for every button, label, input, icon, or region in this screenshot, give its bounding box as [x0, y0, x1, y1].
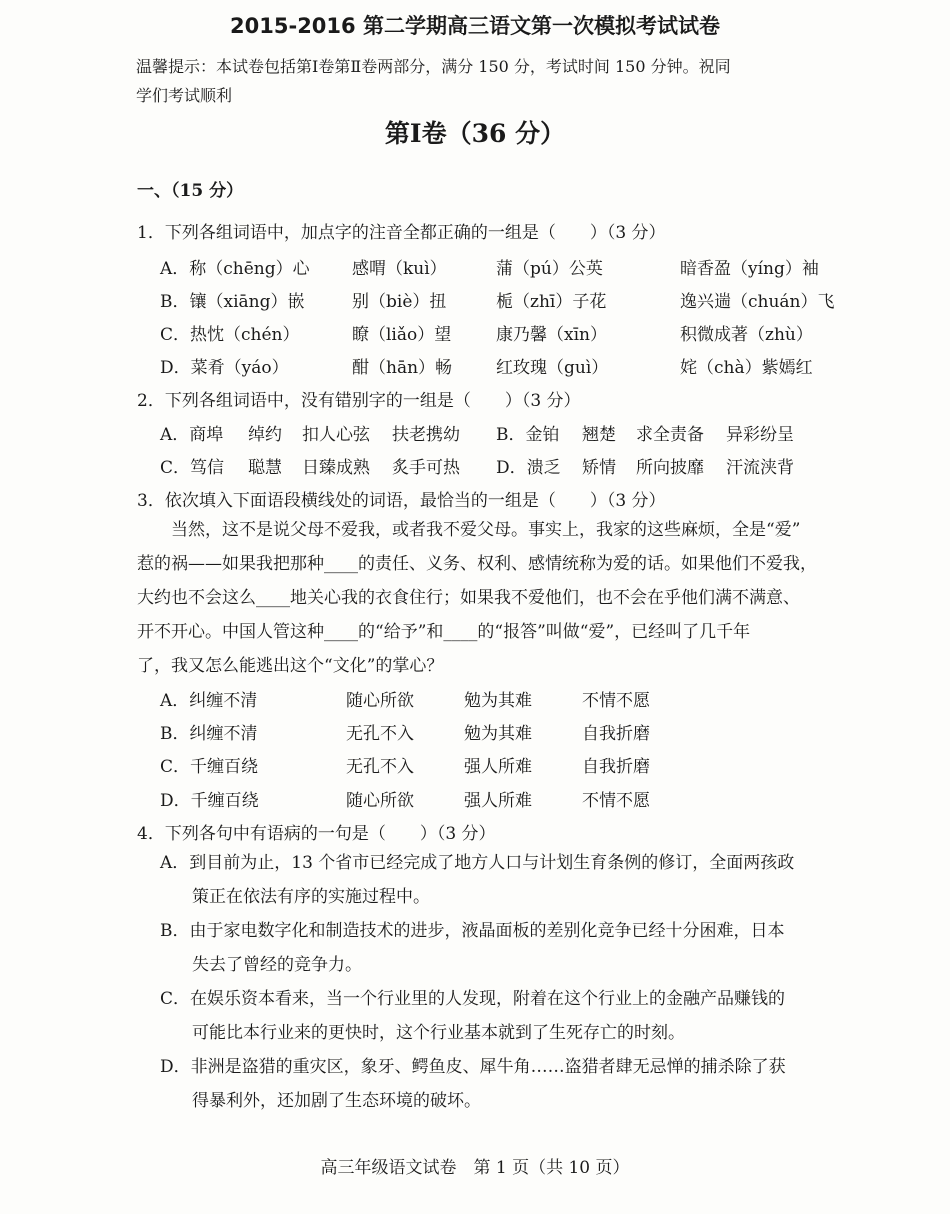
question-3-stem: 3．依次填入下面语段横线处的词语，最恰当的一组是（ ）（3 分） — [137, 491, 666, 511]
exam-notice — [136, 52, 836, 110]
q1-cell: 蒲（pú）公英 — [496, 259, 603, 279]
q2-cell: 翘楚 — [582, 425, 616, 445]
q2-cell: 日臻成熟 — [302, 458, 370, 478]
q4-option-a — [160, 846, 840, 914]
part-one-heading: 第Ⅰ卷（36 分） — [384, 119, 566, 148]
q2-cell: 矫情 — [582, 458, 616, 478]
q3-cell: 随心所欲 — [346, 691, 414, 711]
q3-cell: 强人所难 — [464, 757, 532, 777]
q3-cell: 不情不愿 — [582, 691, 650, 711]
passage-line: 当然，这不是说父母不爱我，或者我不爱父母。事实上，我家的这些麻烦，全是“爱” — [137, 520, 801, 540]
q2-cell: 扣人心弦 — [302, 425, 370, 445]
q3-cell: A．纠缠不清 — [160, 691, 258, 711]
q3-cell: 自我折磨 — [582, 724, 650, 744]
q1-cell: D．菜肴（yáo） — [160, 358, 289, 378]
passage-line: 了，我又怎么能逃出这个“文化”的掌心？ — [137, 656, 444, 676]
q3-passage — [137, 513, 837, 683]
q4-option-c — [160, 982, 840, 1050]
q1-cell: 姹（chà）紫嫣红 — [680, 358, 813, 378]
q3-cell: 勉为其难 — [464, 691, 532, 711]
option-line: B．由于家电数字化和制造技术的进步，液晶面板的差别化竞争已经十分困难，日本 — [160, 921, 785, 941]
question-2-stem: 2．下列各组词语中，没有错别字的一组是（ ）（3 分） — [137, 391, 581, 411]
q2-cell: D．溃乏 — [496, 458, 561, 478]
q3-cell: 勉为其难 — [464, 724, 532, 744]
q1-cell: 感喟（kuì） — [352, 259, 447, 279]
q2-cell: 炙手可热 — [392, 458, 460, 478]
option-line: 失去了曾经的竞争力。 — [192, 955, 362, 975]
q3-cell: 不情不愿 — [582, 791, 650, 811]
passage-line: 开不开心。中国人管这种____的“给予”和____的“报答”叫做“爱”，已经叫了几千年 — [137, 622, 751, 642]
q2-cell: 扶老携幼 — [392, 425, 460, 445]
q3-cell: 随心所欲 — [346, 791, 414, 811]
q2-cell: C．笃信 — [160, 458, 225, 478]
q1-cell: 红玫瑰（guì） — [496, 358, 609, 378]
q2-cell: 求全责备 — [636, 425, 704, 445]
q2-cell: 聪慧 — [248, 458, 282, 478]
q3-cell: C．千缠百绕 — [160, 757, 259, 777]
option-line: 可能比本行业来的更快时，这个行业基本就到了生死存亡的时刻。 — [192, 1023, 685, 1043]
q1-cell: 栀（zhī）子花 — [496, 292, 607, 312]
q2-cell: 异彩纷呈 — [726, 425, 794, 445]
page-footer: 高三年级语文试卷 第 1 页（共 10 页） — [320, 1158, 630, 1178]
q1-cell: 酣（hān）畅 — [352, 358, 453, 378]
q3-cell: B．纠缠不清 — [160, 724, 258, 744]
option-line: C．在娱乐资本看来，当一个行业里的人发现，附着在这个行业上的金融产品赚钱的 — [160, 989, 786, 1009]
q2-cell: 绰约 — [248, 425, 282, 445]
q1-cell: B．镶（xiāng）嵌 — [160, 292, 305, 312]
q2-cell: A．商埠 — [160, 425, 224, 445]
q1-cell: 逸兴遄（chuán）飞 — [680, 292, 835, 312]
q4-option-b — [160, 914, 840, 982]
q3-cell: 强人所难 — [464, 791, 532, 811]
notice-line-2: 学们考试顺利 — [136, 86, 233, 105]
q2-cell: 汗流浃背 — [726, 458, 794, 478]
option-line: A．到目前为止，13 个省市已经完成了地方人口与计划生育条例的修订，全面两孩政 — [160, 853, 795, 873]
passage-line: 惹的祸——如果我把那种____的责任、义务、权利、感情统称为爱的话。如果他们不爱我， — [137, 554, 817, 574]
q2-cell: 所向披靡 — [636, 458, 704, 478]
q2-cell: B．金铂 — [496, 425, 560, 445]
q3-cell: 自我折磨 — [582, 757, 650, 777]
q1-cell: C．热忱（chén） — [160, 325, 300, 345]
passage-line: 大约也不会这么____地关心我的衣食住行；如果我不爱他们，也不会在乎他们满不满意、 — [137, 588, 800, 608]
q1-cell: 暗香盈（yíng）袖 — [680, 259, 819, 279]
q1-cell: 康乃馨（xīn） — [496, 325, 607, 345]
section-one-heading: 一、（15 分） — [137, 181, 244, 201]
q1-cell: 积微成著（zhù） — [680, 325, 813, 345]
question-1-stem: 1．下列各组词语中，加点字的注音全都正确的一组是（ ）（3 分） — [137, 223, 666, 243]
exam-title: 2015-2016 第二学期高三语文第一次模拟考试试卷 — [230, 14, 720, 38]
q1-cell: 瞭（liǎo）望 — [352, 325, 452, 345]
question-4-stem: 4．下列各句中有语病的一句是（ ）（3 分） — [137, 824, 496, 844]
q1-cell: 别（biè）扭 — [352, 292, 447, 312]
q3-cell: 无孔不入 — [346, 757, 414, 777]
option-line: 得暴利外，还加剧了生态环境的破坏。 — [192, 1091, 481, 1111]
option-line: 策正在依法有序的实施过程中。 — [192, 887, 430, 907]
option-line: D．非洲是盗猎的重灾区，象牙、鳄鱼皮、犀牛角……盗猎者肆无忌惮的捕杀除了获 — [160, 1057, 786, 1077]
notice-line-1: 温馨提示：本试卷包括第Ⅰ卷第Ⅱ卷两部分，满分 150 分，考试时间 150 分钟。祝同 — [136, 57, 731, 76]
q3-cell: 无孔不入 — [346, 724, 414, 744]
q3-cell: D．千缠百绕 — [160, 791, 259, 811]
q1-cell: A．称（chēng）心 — [160, 259, 310, 279]
q4-option-d — [160, 1050, 840, 1118]
